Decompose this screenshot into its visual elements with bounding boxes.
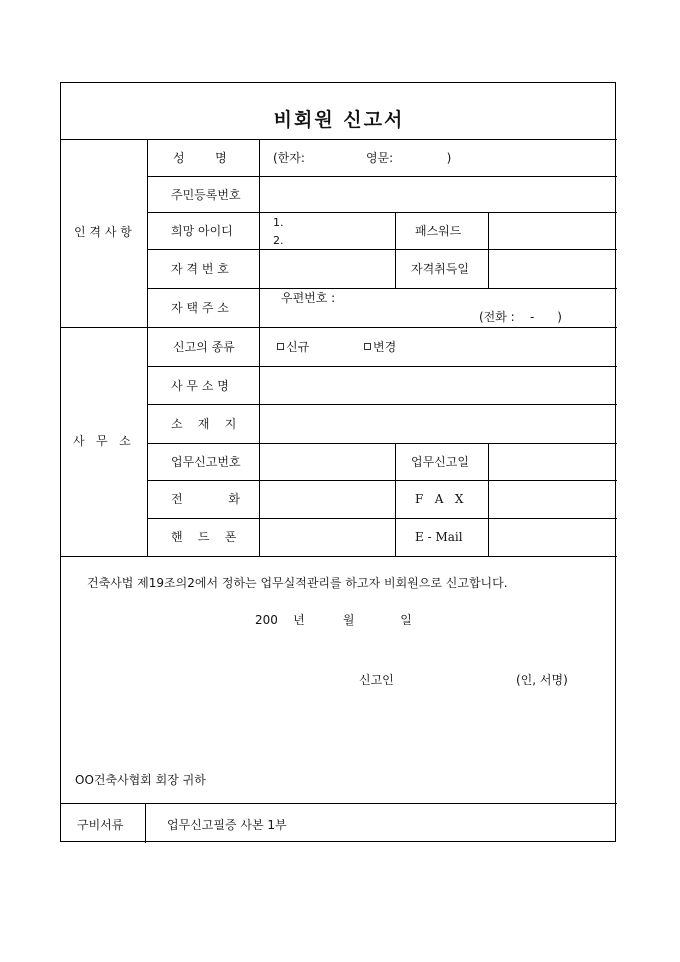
divider: [147, 176, 617, 177]
reporter-label: 신고인: [359, 673, 394, 687]
desired-id-line-2[interactable]: 2.: [273, 234, 284, 247]
business-report-number-label: 업무신고번호: [171, 455, 241, 469]
option-new[interactable]: 신규: [277, 340, 309, 354]
divider: [147, 366, 617, 367]
checkbox-icon: [364, 343, 371, 350]
telephone-label: 전 화: [171, 492, 240, 506]
signature-label: (인, 서명): [516, 673, 568, 687]
name-value[interactable]: (한자: 영문: ): [273, 151, 452, 165]
divider: [61, 139, 617, 140]
attachments-label: 구비서류: [77, 818, 124, 832]
divider: [61, 327, 617, 328]
office-section-label: 사 무 소: [73, 434, 131, 448]
desired-id-label: 희망 아이디: [171, 224, 233, 238]
password-value[interactable]: [497, 224, 607, 238]
report-form: [60, 82, 616, 842]
license-number-label: 자 격 번 호: [171, 262, 229, 276]
personal-section-label: 인 격 사 항: [74, 225, 132, 239]
option-change[interactable]: 변경: [364, 340, 396, 354]
divider: [488, 443, 489, 556]
rrn-label: 주민등록번호: [171, 188, 241, 202]
license-date-label: 자격취득일: [411, 262, 469, 276]
divider: [147, 139, 148, 556]
addressee: OO건축사협회 회장 귀하: [75, 773, 206, 787]
declaration-date: 200 년 월 일: [255, 613, 412, 627]
divider: [259, 139, 260, 556]
divider: [147, 212, 617, 213]
report-type-label: 신고의 종류: [173, 340, 235, 354]
phone-label: (전화 : - ): [479, 310, 562, 324]
office-name-label: 사 무 소 명: [171, 379, 229, 393]
divider: [147, 288, 617, 289]
email-label: E - Mail: [415, 530, 463, 544]
password-label: 패스워드: [415, 224, 462, 238]
location-label: 소 재 지: [171, 417, 237, 431]
mobile-label: 핸 드 폰: [171, 530, 237, 544]
divider: [147, 518, 617, 519]
divider: [147, 249, 617, 250]
desired-id-line-1[interactable]: 1.: [273, 216, 284, 229]
home-address-label: 자 택 주 소: [171, 301, 229, 315]
divider: [145, 803, 146, 843]
page-title: 비회원 신고서: [273, 109, 405, 131]
declaration-statement: 건축사법 제19조의2에서 정하는 업무실적관리를 하고자 비회원으로 신고합니다.: [87, 576, 508, 590]
attachments-value: 업무신고필증 사본 1부: [167, 818, 287, 832]
rrn-value[interactable]: [273, 188, 603, 202]
name-label: 성 명: [173, 151, 227, 165]
divider: [147, 404, 617, 405]
postal-code-label: 우편번호 :: [281, 291, 336, 305]
fax-label: F A X: [415, 492, 464, 506]
divider: [395, 443, 396, 556]
divider: [488, 212, 489, 288]
divider: [395, 212, 396, 288]
divider: [147, 443, 617, 444]
divider: [61, 556, 617, 557]
divider: [147, 480, 617, 481]
checkbox-icon: [277, 343, 284, 350]
business-report-date-label: 업무신고일: [411, 455, 469, 469]
